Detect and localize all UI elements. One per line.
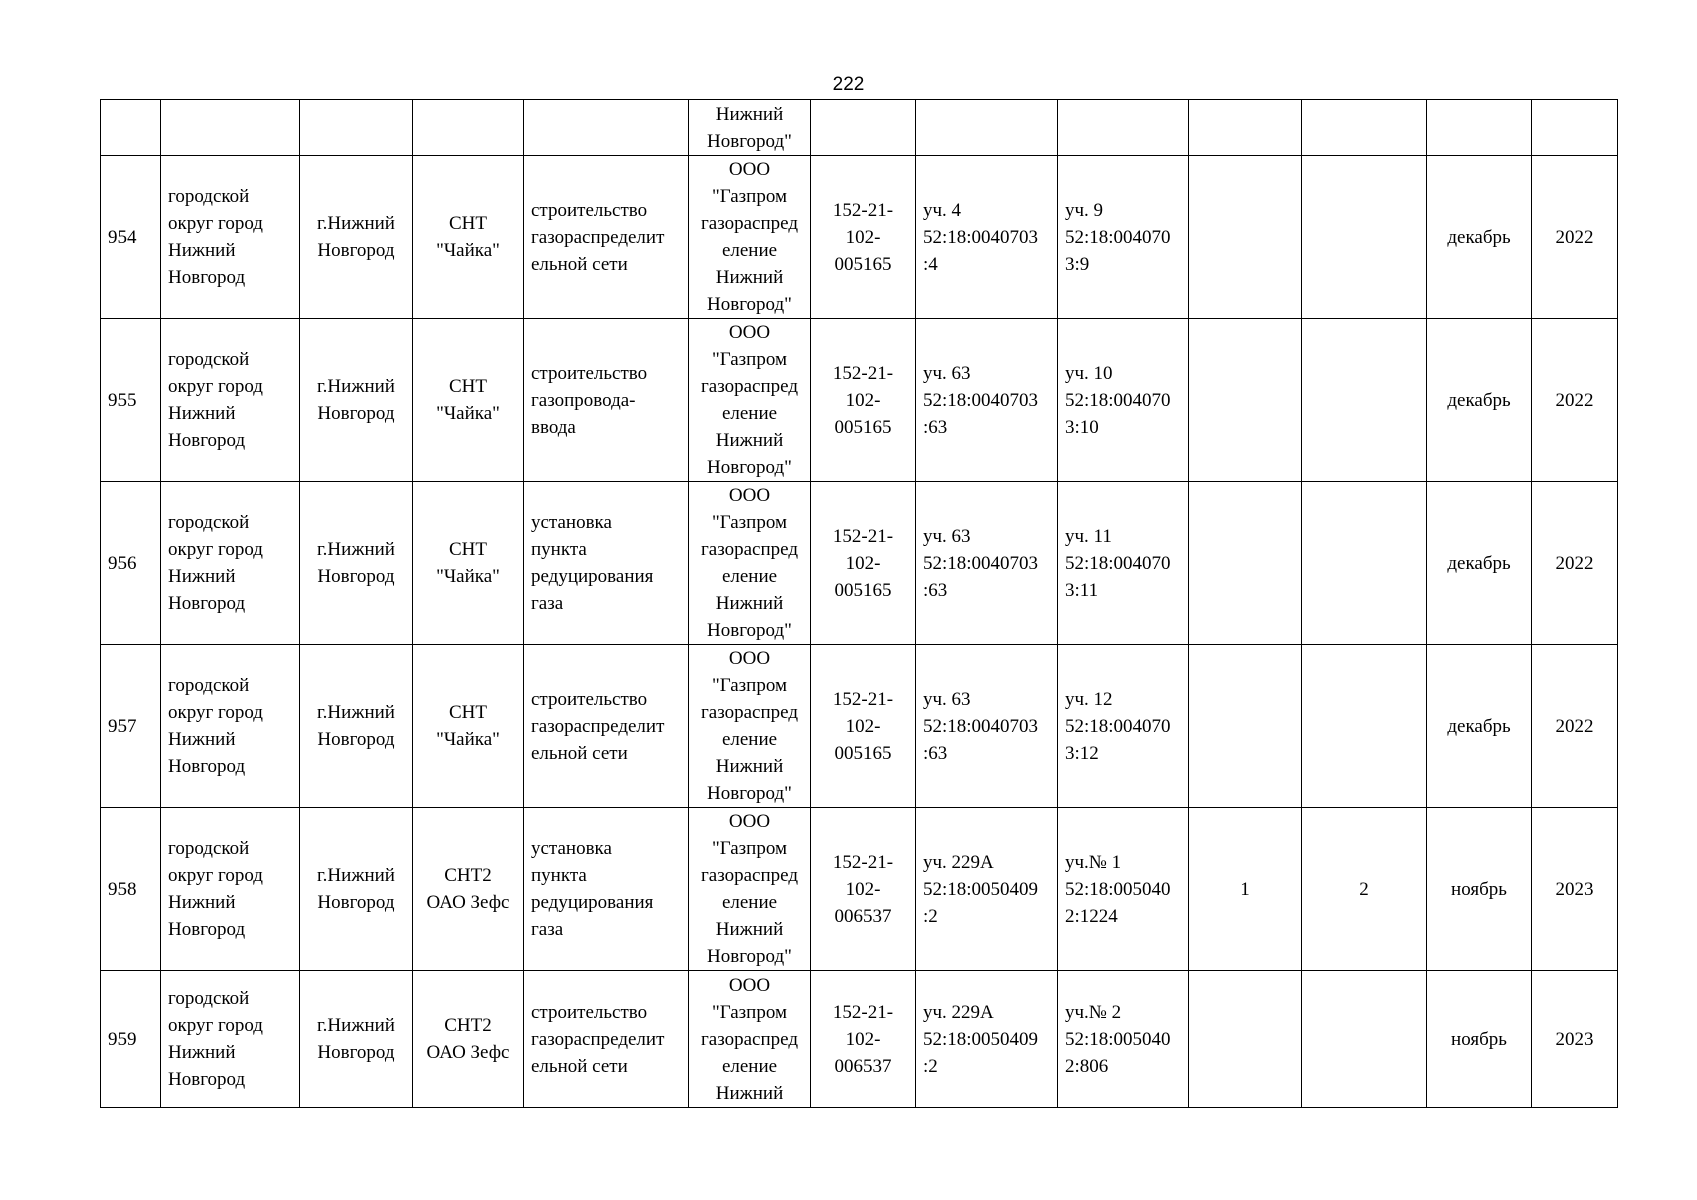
cell-city: г.Нижний Новгород [300,645,413,808]
cell-city: г.Нижний Новгород [300,971,413,1108]
table-row-continuation [101,100,1618,156]
cell-plot-to: уч. 10 52:18:004070 3:10 [1058,319,1189,482]
cell-month: декабрь [1427,482,1532,645]
cell-year: 2023 [1532,808,1618,971]
cell-city: г.Нижний Новгород [300,808,413,971]
cell-settlement: СНТ2 ОАО Зефс [413,971,524,1108]
cell-num: 956 [101,482,161,645]
cell-col11 [1302,482,1427,645]
cell-work: строительство газопровода- ввода [524,319,689,482]
cell-num: 958 [101,808,161,971]
cell-num [101,100,161,156]
cell-month: ноябрь [1427,971,1532,1108]
cell-plot-from: уч. 63 52:18:0040703 :63 [916,645,1058,808]
cell-col10 [1189,482,1302,645]
cell-district: городской округ город Нижний Новгород [161,482,300,645]
cell-year [1532,100,1618,156]
cell-col10: 1 [1189,808,1302,971]
cell-district: городской округ город Нижний Новгород [161,319,300,482]
cell-contract: 152-21- 102- 005165 [811,156,916,319]
cell-month: декабрь [1427,645,1532,808]
table-row [101,482,1618,645]
cell-settlement [413,100,524,156]
cell-plot-from: уч. 63 52:18:0040703 :63 [916,482,1058,645]
cell-col10 [1189,156,1302,319]
cell-district [161,100,300,156]
cell-year: 2023 [1532,971,1618,1108]
cell-month: декабрь [1427,156,1532,319]
cell-num: 955 [101,319,161,482]
cell-settlement: СНТ "Чайка" [413,645,524,808]
cell-num: 957 [101,645,161,808]
cell-plot-to: уч.№ 2 52:18:005040 2:806 [1058,971,1189,1108]
cell-plot-from [916,100,1058,156]
cell-org: ООО "Газпром газораспред еление Нижний Новгород" [689,645,811,808]
table-row [101,808,1618,971]
cell-org: ООО "Газпром газораспред еление Нижний Новгород" [689,156,811,319]
cell-city: г.Нижний Новгород [300,482,413,645]
cell-plot-from: уч. 4 52:18:0040703 :4 [916,156,1058,319]
cell-col10 [1189,319,1302,482]
cell-col11: 2 [1302,808,1427,971]
cell-plot-to: уч.№ 1 52:18:005040 2:1224 [1058,808,1189,971]
cell-plot-to [1058,100,1189,156]
cell-settlement: СНТ2 ОАО Зефс [413,808,524,971]
cell-col11 [1302,971,1427,1108]
cell-col10 [1189,645,1302,808]
cell-city: г.Нижний Новгород [300,319,413,482]
cell-work: строительство газораспределит ельной сети [524,156,689,319]
cell-work: строительство газораспределит ельной сети [524,645,689,808]
cell-org: ООО "Газпром газораспред еление Нижний Новгород" [689,319,811,482]
cell-city [300,100,413,156]
cell-plot-to: уч. 9 52:18:004070 3:9 [1058,156,1189,319]
cell-district: городской округ город Нижний Новгород [161,808,300,971]
cell-contract: 152-21- 102- 005165 [811,645,916,808]
cell-month: декабрь [1427,319,1532,482]
table-row [101,971,1618,1108]
cell-org: ООО "Газпром газораспред еление Нижний Новгород" [689,808,811,971]
table-row [101,156,1618,319]
cell-work: установка пункта редуцирования газа [524,808,689,971]
cell-contract: 152-21- 102- 005165 [811,319,916,482]
cell-year: 2022 [1532,645,1618,808]
cell-num: 954 [101,156,161,319]
cell-org: Нижний Новгород" [689,100,811,156]
cell-year: 2022 [1532,319,1618,482]
cell-plot-to: уч. 12 52:18:004070 3:12 [1058,645,1189,808]
cell-num: 959 [101,971,161,1108]
registry-table [100,99,1618,1108]
cell-settlement: СНТ "Чайка" [413,156,524,319]
cell-col11 [1302,100,1427,156]
cell-plot-to: уч. 11 52:18:004070 3:11 [1058,482,1189,645]
table-row [101,319,1618,482]
cell-col10 [1189,100,1302,156]
cell-col10 [1189,971,1302,1108]
cell-year: 2022 [1532,482,1618,645]
cell-district: городской округ город Нижний Новгород [161,971,300,1108]
cell-year: 2022 [1532,156,1618,319]
cell-work: строительство газораспределит ельной сети [524,971,689,1108]
cell-contract: 152-21- 102- 005165 [811,482,916,645]
cell-work [524,100,689,156]
cell-city: г.Нижний Новгород [300,156,413,319]
cell-contract [811,100,916,156]
cell-plot-from: уч. 229А 52:18:0050409 :2 [916,808,1058,971]
page-number: 222 [832,74,865,95]
cell-district: городской округ город Нижний Новгород [161,156,300,319]
cell-work: установка пункта редуцирования газа [524,482,689,645]
cell-col11 [1302,645,1427,808]
table-row [101,645,1618,808]
cell-contract: 152-21- 102- 006537 [811,971,916,1108]
cell-settlement: СНТ "Чайка" [413,482,524,645]
cell-col11 [1302,156,1427,319]
cell-col11 [1302,319,1427,482]
cell-org: ООО "Газпром газораспред еление Нижний Новгород" [689,482,811,645]
cell-month: ноябрь [1427,808,1532,971]
cell-plot-from: уч. 229А 52:18:0050409 :2 [916,971,1058,1108]
cell-plot-from: уч. 63 52:18:0040703 :63 [916,319,1058,482]
cell-district: городской округ город Нижний Новгород [161,645,300,808]
cell-settlement: СНТ "Чайка" [413,319,524,482]
cell-month [1427,100,1532,156]
cell-contract: 152-21- 102- 006537 [811,808,916,971]
cell-org: ООО "Газпром газораспред еление Нижний [689,971,811,1108]
